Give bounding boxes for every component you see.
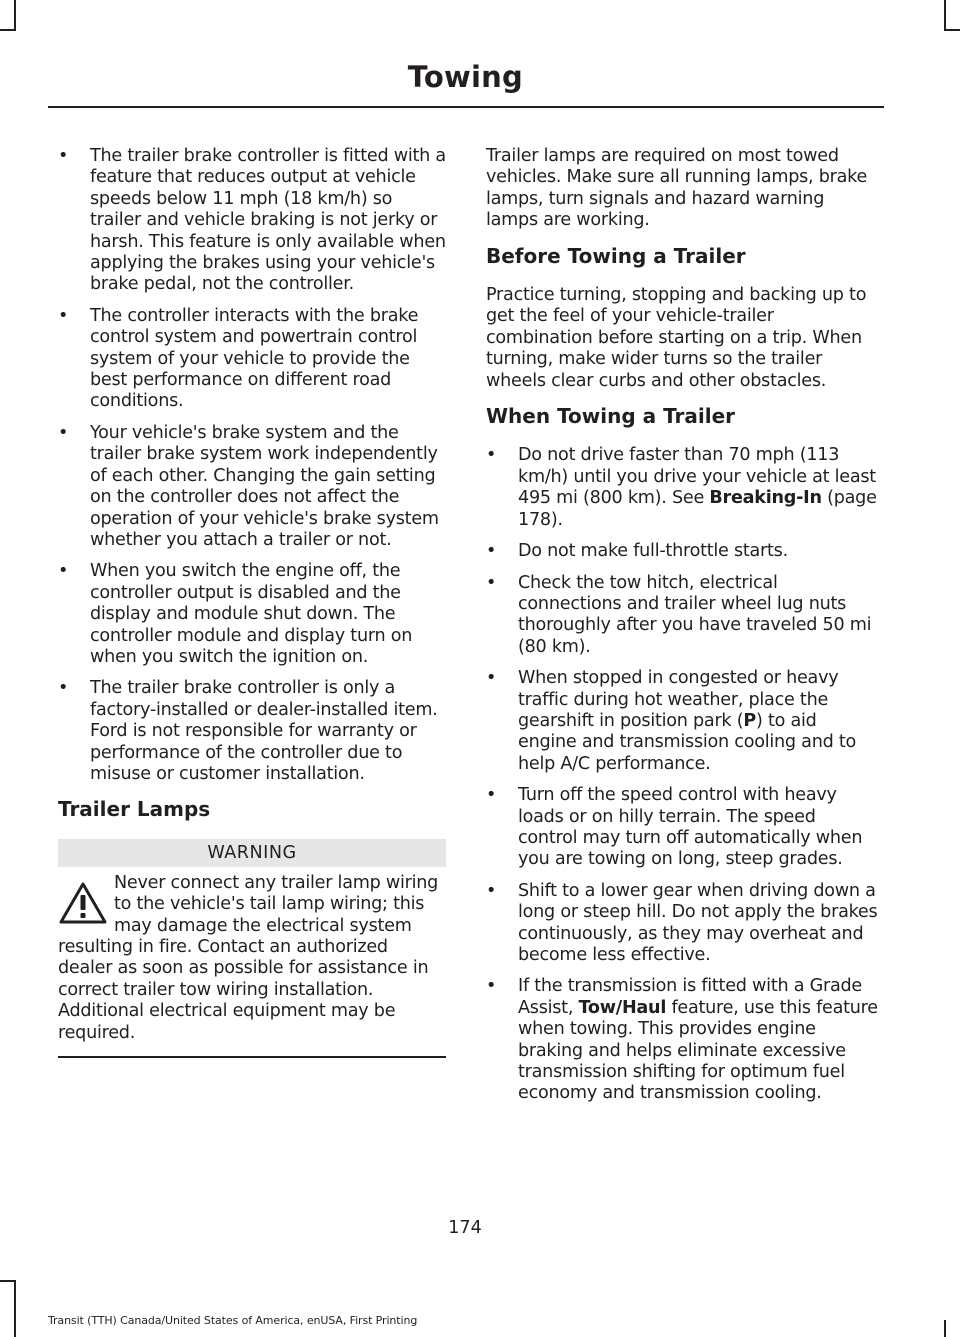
before-towing-paragraph: Practice turning, stopping and backing up to get the feel of your vehicle-trailer combination before starting on a trip. When turning, make wider turns so the trailer wheels clear curbs and other obstacles. — [486, 285, 867, 391]
bullet-text: Check the tow hitch, electrical connections and trailer wheel lug nuts thoroughly after you have traveled 50 mi (80 km). — [518, 572, 872, 657]
controller-bullet-list — [58, 146, 446, 785]
left-column — [58, 146, 446, 1058]
crop-mark — [944, 29, 960, 31]
bullet-text: The controller interacts with the brake control system and powertrain control system of your vehicle to provide the best performance on different road conditions. — [90, 305, 419, 412]
bullet-marker: • — [58, 146, 69, 166]
crop-mark — [944, 1320, 946, 1337]
warning-text: Never connect any trailer lamp wiring to the vehicle's tail lamp wiring; this may damage the electrical system resulting in fire. Contact an authorized dealer as soon as possible for assistance in correct trailer tow wiring installation. Additional electrical equipment may be required. — [58, 872, 439, 1043]
bullet-marker: • — [486, 976, 497, 997]
bullet-text: Turn off the speed control with heavy loads or on hilly terrain. The speed control may turn off automatically when you are towing on long, steep grades. — [518, 785, 863, 870]
bullet-marker: • — [486, 668, 497, 689]
bullet-marker: • — [58, 678, 69, 699]
warning-box — [58, 839, 446, 1058]
bullet-marker: • — [486, 572, 497, 593]
bullet-text: Shift to a lower gear when driving down a long or steep hill. Do not apply the brakes continuously, as they may overheat and become less effective. — [518, 880, 878, 965]
footer-text: Transit (TTH) Canada/United States of America, enUSA, First Printing — [48, 1314, 418, 1327]
page-number: 174 — [448, 1218, 482, 1238]
warning-triangle-icon — [58, 881, 108, 925]
bullet-text: When stopped in congested or heavy traffic during hot weather, place the gearshift in position park ( — [518, 668, 839, 731]
bullet-text: Your vehicle's brake system and the trailer brake system work independently of each other. Changing the gain setting on the controller does not affect the operation of your vehicle's brake system whether you attach a trailer or not. — [90, 422, 439, 550]
bullet-marker: • — [486, 541, 497, 562]
bullet-marker: • — [486, 785, 497, 806]
list-item — [58, 306, 446, 413]
crop-mark — [944, 0, 946, 30]
tow-haul-label: Tow/Haul — [578, 997, 667, 1018]
bullet-text: The trailer brake controller is only a factory-installed or dealer-installed item. Ford is not responsible for warranty or performance of the controller due to misuse or customer installation. — [90, 678, 438, 784]
page-title: Towing — [407, 60, 523, 94]
bullet-text: If the transmission is fitted with a Grade Assist, — [518, 976, 862, 1018]
bullet-text: When you switch the engine off, the controller output is disabled and the display and module shut down. The controller module and display turn on when you switch the ignition on. — [90, 561, 413, 667]
list-item — [486, 573, 880, 659]
page-reference: (page 178). — [518, 488, 877, 530]
list-item — [486, 881, 880, 967]
park-symbol: P — [743, 710, 756, 731]
warning-divider — [58, 1056, 446, 1058]
bullet-marker: • — [58, 561, 69, 582]
list-item — [58, 146, 446, 296]
crop-mark — [14, 1280, 16, 1337]
trailer-lamps-paragraph: Trailer lamps are required on most towed vehicles. Make sure all running lamps, brake lamps, turn signals and hazard warning lamps are working. — [486, 146, 868, 231]
bullet-marker: • — [486, 445, 497, 466]
list-item — [58, 561, 446, 668]
list-item — [486, 785, 880, 871]
crop-mark — [14, 0, 16, 30]
list-item — [486, 668, 880, 775]
section-heading-trailer-lamps: Trailer Lamps — [58, 797, 211, 822]
bullet-text: Do not make full-throttle starts. — [518, 541, 788, 562]
bullet-marker: • — [486, 880, 497, 901]
bullet-text: Do not drive faster than 70 mph (113 km/h) until you drive your vehicle at least 495 mi (800 km). See — [518, 445, 876, 509]
bullet-text: The trailer brake controller is fitted with a feature that reduces output at vehicle speeds below 11 mph (18 km/h) so trailer and vehicle braking is not jerky or harsh. This feature is only available when applying the brakes using your vehicle's brake pedal, not the controller. — [90, 146, 446, 295]
crop-mark — [0, 1280, 16, 1282]
bullet-text: feature, use this feature when towing. This provides engine braking and helps eliminate excessive transmission shifting for optimum fuel economy and transmission cooling. — [518, 997, 878, 1104]
header-rule — [48, 106, 884, 108]
list-item — [58, 678, 446, 785]
list-item — [486, 976, 880, 1104]
list-item — [486, 445, 880, 531]
crop-mark — [0, 29, 16, 31]
section-heading-before-towing: Before Towing a Trailer — [486, 243, 746, 268]
bullet-marker: • — [58, 305, 69, 326]
list-item — [486, 541, 880, 562]
section-heading-when-towing: When Towing a Trailer — [486, 404, 736, 429]
warning-body — [58, 873, 446, 1058]
list-item — [58, 423, 446, 551]
breaking-in-link[interactable]: Breaking-In — [709, 488, 822, 509]
bullet-marker: • — [58, 422, 69, 443]
towing-bullet-list — [486, 445, 880, 1104]
right-column — [486, 146, 880, 1115]
warning-label: WARNING — [58, 839, 446, 867]
bullet-text: ) to aid engine and transmission cooling and to help A/C performance. — [518, 710, 857, 774]
